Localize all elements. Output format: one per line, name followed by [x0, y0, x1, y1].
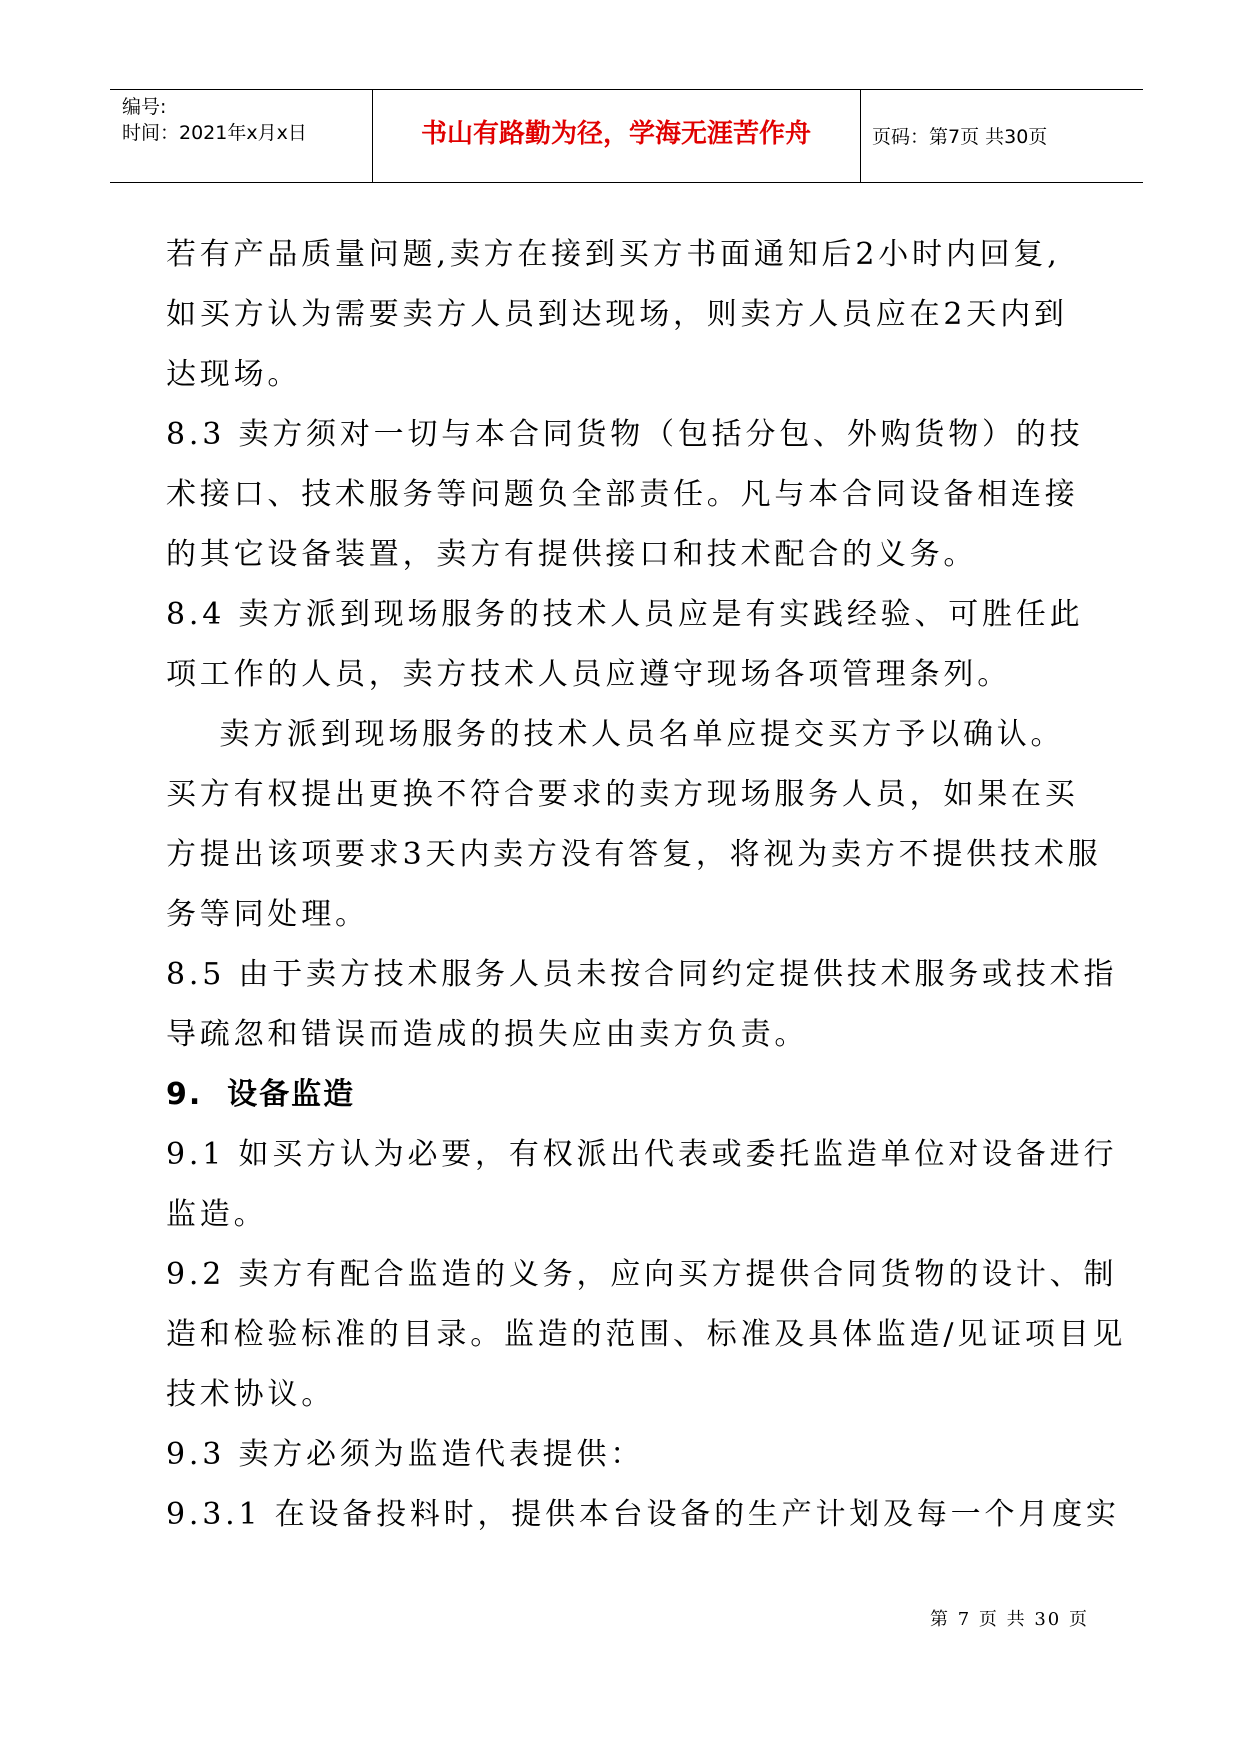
body-line: 若有产品质量问题,卖方在接到买方书面通知后2小时内回复, — [166, 237, 1061, 272]
header-divider — [372, 90, 373, 182]
body-line: 买方有权提出更换不符合要求的卖方现场服务人员，如果在买 — [166, 777, 1079, 812]
page-footer: 第 7 页 共 30 页 — [930, 1609, 1089, 1630]
body-line: 8.4 卖方派到现场服务的技术人员应是有实践经验、可胜任此 — [166, 597, 1084, 632]
document-date-label: 时间：2021年x月x日 — [122, 122, 307, 144]
body-line: 卖方派到现场服务的技术人员名单应提交买方予以确认。 — [166, 717, 1065, 752]
body-line: 监造。 — [166, 1197, 268, 1232]
body-line: 8.3 卖方须对一切与本合同货物（包括分包、外购货物）的技 — [166, 417, 1084, 452]
page-header — [110, 89, 1143, 183]
body-line: 8.5 由于卖方技术服务人员未按合同约定提供技术服务或技术指 — [166, 957, 1118, 992]
body-line: 术接口、技术服务等问题负全部责任。凡与本合同设备相连接 — [166, 477, 1079, 512]
body-line: 务等同处理。 — [166, 897, 369, 932]
body-line: 造和检验标准的目录。监造的范围、标准及具体监造/见证项目见 — [166, 1317, 1127, 1352]
body-line: 9.3.1 在设备投料时，提供本台设备的生产计划及每一个月度实 — [166, 1497, 1120, 1532]
body-line: 方提出该项要求3天内卖方没有答复，将视为卖方不提供技术服 — [166, 837, 1102, 872]
body-line: 达现场。 — [166, 357, 302, 392]
body-line: 项工作的人员，卖方技术人员应遵守现场各项管理条列。 — [166, 657, 1011, 692]
body-line: 导疏忽和错误而造成的损失应由卖方负责。 — [166, 1017, 809, 1052]
header-page-number: 页码：第7页 共30页 — [872, 126, 1048, 148]
body-line: 如买方认为需要卖方人员到达现场，则卖方人员应在2天内到 — [166, 297, 1068, 332]
header-meta — [122, 94, 307, 146]
document-number-label: 编号: — [122, 96, 167, 118]
body-line: 9.1 如买方认为必要，有权派出代表或委托监造单位对设备进行 — [166, 1137, 1118, 1172]
body-line: 9.3 卖方必须为监造代表提供： — [166, 1437, 645, 1472]
header-motto: 书山有路勤为径，学海无涯苦作舟 — [420, 119, 811, 149]
header-divider — [860, 90, 861, 182]
body-line: 9.2 卖方有配合监造的义务，应向买方提供合同货物的设计、制 — [166, 1257, 1118, 1292]
document-body — [166, 225, 1131, 1545]
section-heading: 9. 设备监造 — [166, 1077, 356, 1112]
body-line: 的其它设备装置，卖方有提供接口和技术配合的义务。 — [166, 537, 978, 572]
body-line: 技术协议。 — [166, 1377, 335, 1412]
